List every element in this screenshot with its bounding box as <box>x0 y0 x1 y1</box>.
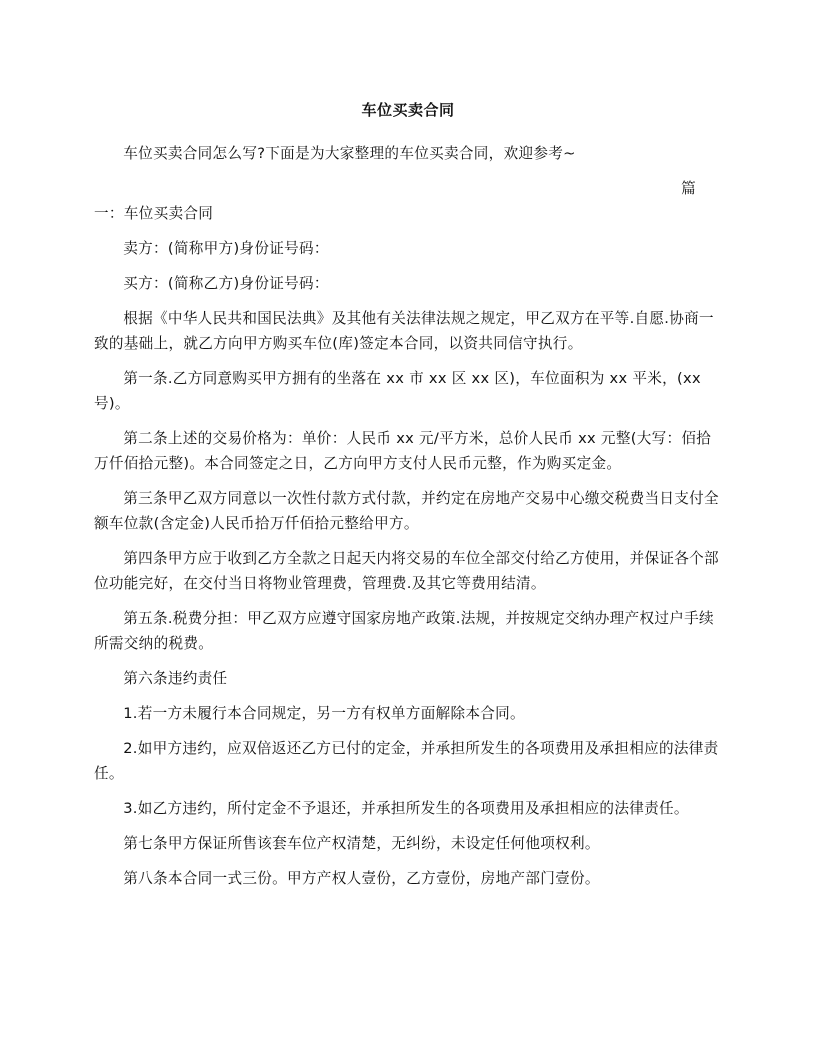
seller-line: 卖方：(简称甲方)身份证号码： <box>123 240 329 257</box>
article-6-title: 第六条违约责任 <box>123 670 228 687</box>
intro-paragraph: 车位买卖合同怎么写?下面是为大家整理的车位买卖合同，欢迎参考~ <box>123 145 576 162</box>
article-4: 第四条甲方应于收到乙方全款之日起天内将交易的车位全部交付给乙方使用，并保证各个部位功能完好，在交付当日将物业管理费，管理费.及其它等费用结清。 <box>94 550 719 592</box>
article-1: 第一条.乙方同意购买甲方拥有的坐落在 xx 市 xx 区 xx 区)，车位面积为 xx 平米，(xx 号)。 <box>94 370 701 412</box>
document-body <box>94 141 722 901</box>
article-7: 第七条甲方保证所售该套车位产权清楚，无纠纷，未设定任何他项权利。 <box>123 835 600 852</box>
article-6-item-1: 1.若一方未履行本合同规定，另一方有权单方面解除本合同。 <box>123 705 525 722</box>
article-6-item-2: 2.如甲方违约，应双倍返还乙方已付的定金，并承担所发生的各项费用及承担相应的法律责任。 <box>94 740 719 782</box>
article-3: 第三条甲乙双方同意以一次性付款方式付款，并约定在房地产交易中心缴交税费当日支付全额车位款(含定金)人民币拾万仟佰拾元整给甲方。 <box>94 490 719 532</box>
section-word: 篇 <box>681 180 696 197</box>
buyer-line: 买方：(简称乙方)身份证号码： <box>123 275 329 292</box>
article-8: 第八条本合同一式三份。甲方产权人壹份，乙方壹份，房地产部门壹份。 <box>123 870 600 887</box>
preamble-paragraph: 根据《中华人民共和国民法典》及其他有关法律法规之规定，甲乙双方在平等.自愿.协商一致的基础上，就乙方向甲方购买车位(库)签定本合同，以资共同信守执行。 <box>94 310 714 352</box>
article-2: 第二条上述的交易价格为：单价：人民币 xx 元/平方米，总价人民币 xx 元整(大写：佰拾万仟佰拾元整)。本合同签定之日，乙方向甲方支付人民币元整，作为购买定金。 <box>94 430 712 472</box>
article-6-item-3: 3.如乙方违约，所付定金不予退还，并承担所发生的各项费用及承担相应的法律责任。 <box>123 800 689 817</box>
document-title: 车位买卖合同 <box>361 101 455 119</box>
article-5: 第五条.税费分担：甲乙双方应遵守国家房地产政策.法规，并按规定交纳办理产权过户手续所需交纳的税费。 <box>94 610 714 652</box>
section-heading: 一：车位买卖合同 <box>94 205 214 222</box>
